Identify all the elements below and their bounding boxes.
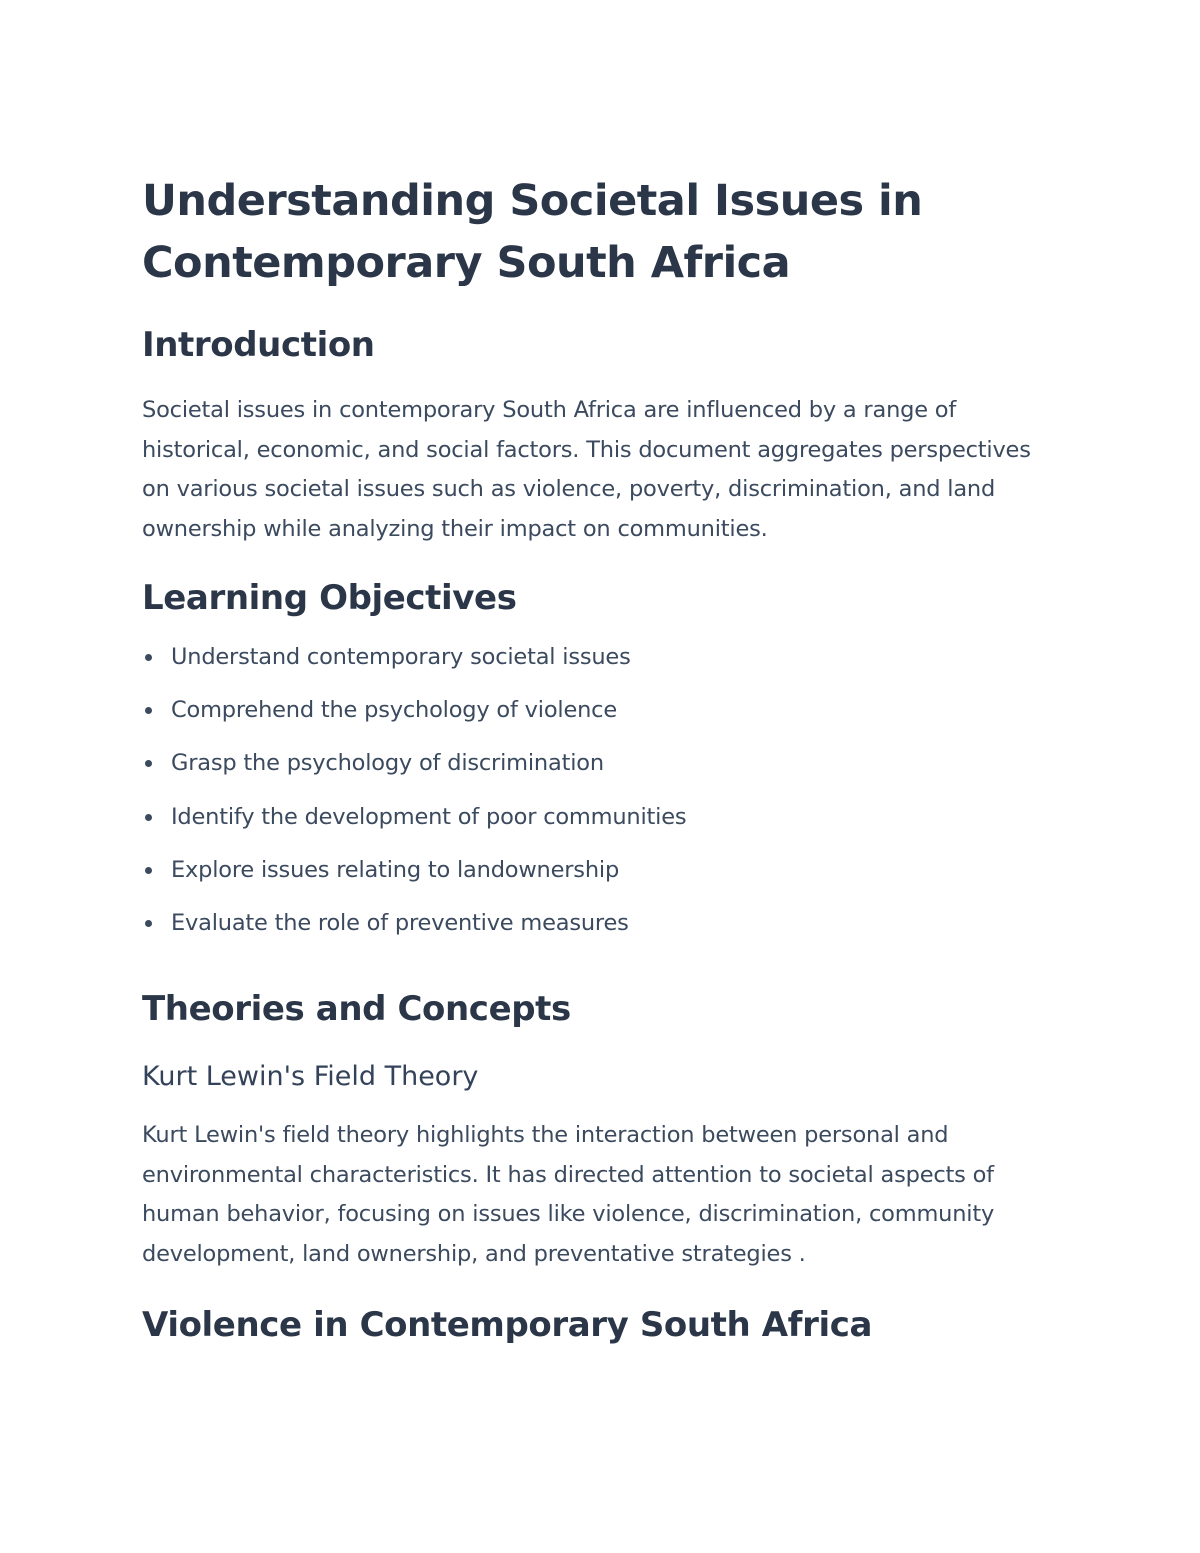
bullet-icon xyxy=(145,867,152,874)
bullet-icon xyxy=(145,760,152,767)
theories-heading: Theories and Concepts xyxy=(142,989,571,1030)
list-item-text: Identify the development of poor communities xyxy=(171,803,687,830)
list-item-text: Evaluate the role of preventive measures xyxy=(171,909,629,936)
introduction-paragraph: Societal issues in contemporary South Africa are influenced by a range of historical, economic, and social factors. This document aggregates perspectives on various societal issues such as violence, poverty, discrimination, and land ownership while analyzing their impact on communities. xyxy=(142,397,1031,542)
list-item xyxy=(142,641,1058,694)
list-item-text: Comprehend the psychology of violence xyxy=(171,697,617,724)
list-item xyxy=(142,801,1058,854)
bullet-icon xyxy=(145,920,152,927)
list-item xyxy=(142,747,1058,800)
list-item xyxy=(142,694,1058,747)
learning-objectives-list xyxy=(142,641,1058,960)
bullet-icon xyxy=(145,707,152,714)
list-item-text: Grasp the psychology of discrimination xyxy=(171,750,604,777)
field-theory-paragraph: Kurt Lewin's field theory highlights the interaction between personal and environmental characteristics. It has directed attention to societal aspects of human behavior, focusing on issues like violence, discrimination, community development, land ownership, and preventative strategies . xyxy=(142,1122,995,1267)
list-item-text: Explore issues relating to landownership xyxy=(171,856,620,883)
field-theory-subheading: Kurt Lewin's Field Theory xyxy=(142,1061,479,1093)
list-item-text: Understand contemporary societal issues xyxy=(171,644,631,670)
bullet-icon xyxy=(145,654,152,661)
bullet-icon xyxy=(145,814,152,821)
list-item xyxy=(142,854,1058,907)
introduction-heading: Introduction xyxy=(142,325,375,365)
document-title: Understanding Societal Issues in Contemporary South Africa xyxy=(142,176,923,288)
violence-heading: Violence in Contemporary South Africa xyxy=(142,1305,872,1346)
learning-objectives-heading: Learning Objectives xyxy=(142,578,517,618)
list-item xyxy=(142,907,1058,960)
